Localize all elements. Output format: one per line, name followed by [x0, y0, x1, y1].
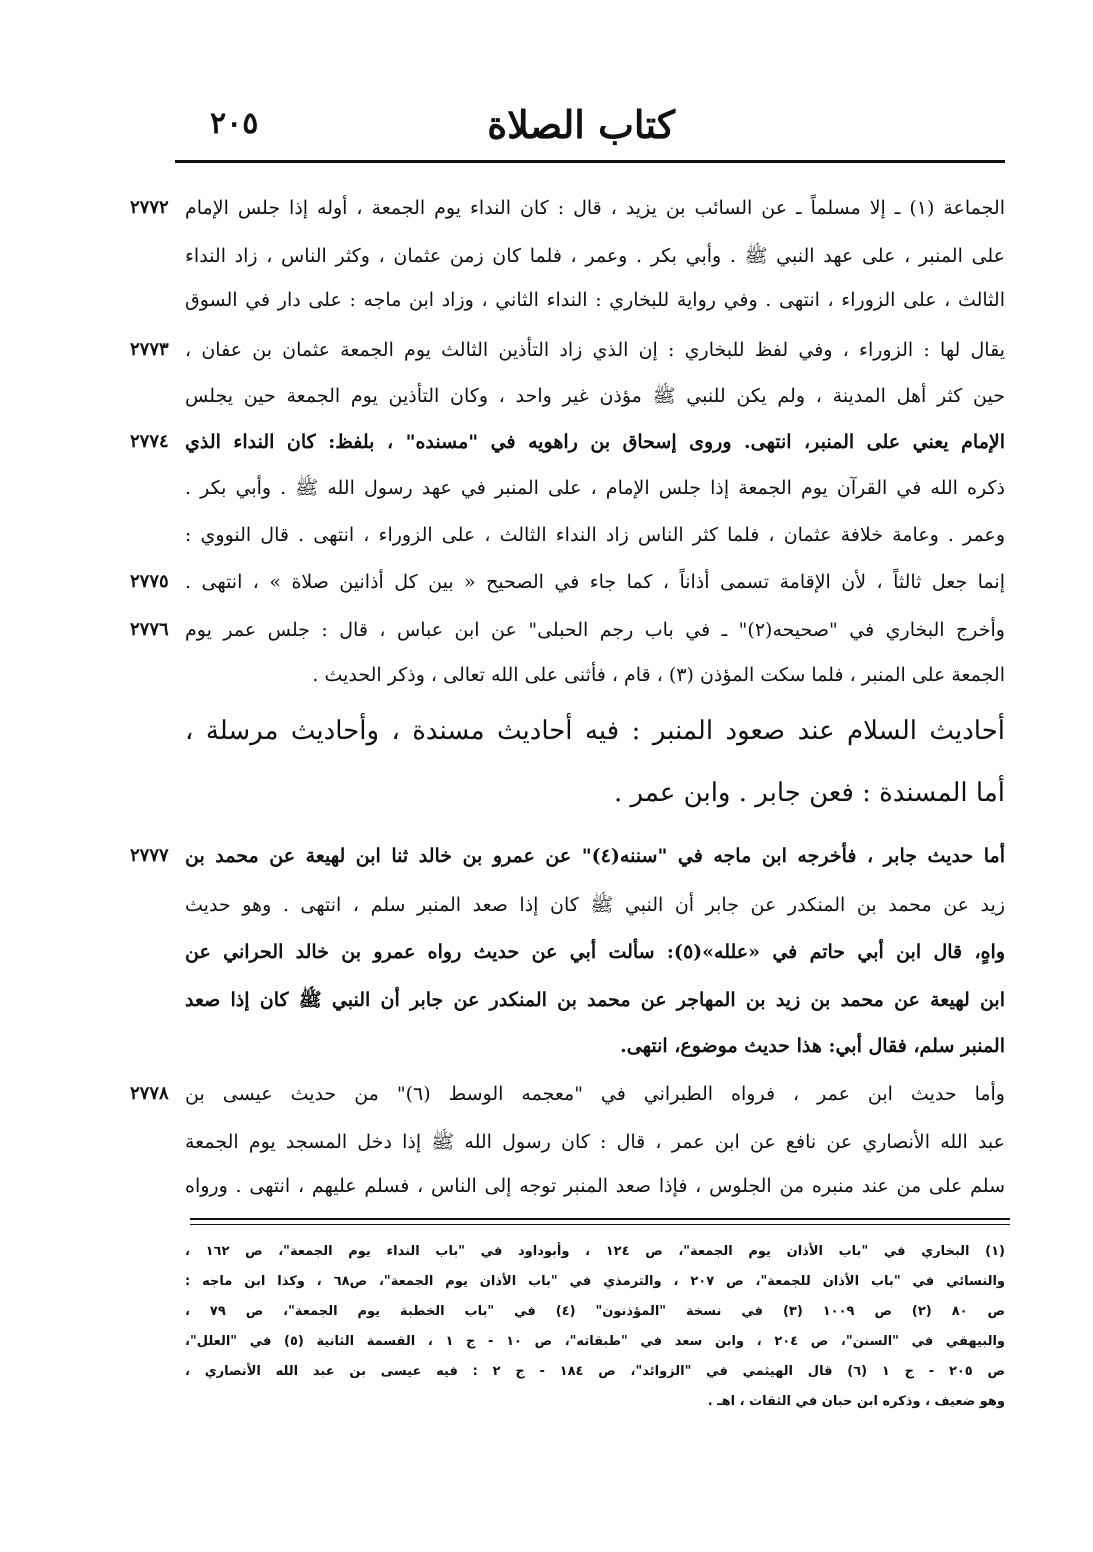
- text-line: ابن لهيعة عن محمد بن زيد بن المهاجر عن محمد بن المنكدر عن جابر أن النبي ﷺ كان إذا صعد: [185, 989, 1005, 1011]
- text-line: وعمر . وعامة خلافة عثمان ، فلما كثر الناس زاد النداء الثالث ، على الزوراء ، انتهى . قال النووي :: [185, 524, 1005, 546]
- footnote-line: ص ٨٠ (٢) ص ١٠٠٩ (٣) في نسخة "المؤذنون" (٤) في "باب الخطبة يوم الجمعة"، ص ٧٩ ،: [185, 1304, 1005, 1319]
- text-line: أما حديث جابر ، فأخرجه ابن ماجه في "سننه(٤)" عن عمرو بن خالد ثنا ابن لهيعة عن محمد بن: [185, 845, 1005, 867]
- text-line: المنبر سلم، فقال أبي: هذا حديث موضوع، انتهى.: [620, 1035, 1005, 1057]
- text-line: زيد عن محمد بن المنكدر عن جابر أن النبي ﷺ كان إذا صعد المنبر سلم ، انتهى . وهو حديث: [185, 894, 1005, 916]
- text-line: الثالث ، على الزوراء ، انتهى . وفي رواية للبخاري : النداء الثاني ، وزاد ابن ماجه : على دار في السوق: [185, 289, 1005, 311]
- footnote-line: والنسائي في "باب الأذان للجمعة"، ص ٢٠٧ ، والترمذي في "باب الأذان يوم الجمعة"، ص٦٨ ، وكذا ابن ماجه :: [185, 1274, 1005, 1289]
- section-subheading: أما المسندة : فعن جابر . وابن عمر .: [613, 778, 1005, 808]
- footnote-line: (١) البخاري في "باب الأذان يوم الجمعة"، ص ١٢٤ ، وأبوداود في "باب النداء يوم الجمعة"، ص ١٦٢ ،: [185, 1244, 1005, 1259]
- header-rule: [175, 160, 1005, 163]
- footnote-line: والبيهقي في "السنن"، ص ٢٠٤ ، وابن سعد في "طبقاته"، ص ١٠ - ج ١ ، القسمة الثانية (٥) في "العلل"،: [185, 1334, 1005, 1349]
- text-line: الإمام يعني على المنبر، انتهى. وروى إسحاق بن راهويه في "مسنده" ، بلفظ: كان النداء الذي: [185, 431, 1005, 453]
- text-line: الجماعة (١) ـ إلا مسلماً ـ عن السائب بن يزيد ، قال : كان النداء يوم الجمعة ، أوله إذا جلس الإمام: [185, 197, 1005, 219]
- hadith-number: ٢٧٧٣: [130, 339, 169, 360]
- text-line: واهٍ، قال ابن أبي حاتم في «علله»(٥): سألت أبي عن حديث رواه عمرو بن خالد الحراني عن: [185, 941, 1005, 963]
- footnote-line: ص ٢٠٥ - ج ١ (٦) قال الهيثمي في "الزوائد"، ص ١٨٤ - ج ٢ : فيه عيسى بن عبد الله الأنصاري ،: [185, 1364, 1005, 1379]
- chapter-title: كتاب الصلاة: [487, 102, 675, 147]
- hadith-number: ٢٧٧٨: [130, 1083, 169, 1104]
- text-line: على المنبر ، على عهد النبي ﷺ . وأبي بكر . وعمر ، فلما كان زمن عثمان ، وكثر الناس ، زاد النداء: [185, 245, 1005, 267]
- text-line: وأما حديث ابن عمر ، فرواه الطبراني في "معجمه الوسط (٦)" من حديث عيسى بن: [185, 1083, 1005, 1105]
- text-line: يقال لها : الزوراء ، وفي لفظ للبخاري : إن الذي زاد التأذين الثالث يوم الجمعة عثمان بن عفان ،: [185, 339, 1005, 361]
- page-header: [175, 100, 1005, 160]
- hadith-number: ٢٧٧٦: [130, 619, 169, 640]
- text-line: عبد الله الأنصاري عن نافع عن ابن عمر ، قال : كان رسول الله ﷺ إذا دخل المسجد يوم الجمعة: [185, 1131, 1005, 1153]
- page-number: ٢٠٥: [210, 106, 259, 141]
- footnote-rule: [190, 1224, 1010, 1225]
- hadith-number: ٢٧٧٥: [130, 571, 169, 592]
- text-line: إنما جعل ثالثاً ، لأن الإقامة تسمى أذاناً ، كما جاء في الصحيح « بين كل أذانين صلاة » ، انتهى .: [185, 571, 1005, 593]
- hadith-number: ٢٧٧٤: [130, 431, 169, 452]
- text-line: حين كثر أهل المدينة ، ولم يكن للنبي ﷺ مؤذن غير واحد ، وكان التأذين يوم الجمعة حين يجلس: [185, 385, 1005, 407]
- text-line: سلم على من عند منبره من الجلوس ، فإذا صعد المنبر توجه إلى الناس ، فسلم عليهم ، انتهى . ورواه: [185, 1175, 1005, 1197]
- footnote-line: وهو ضعيف ، وذكره ابن حبان في الثقات ، اهـ .: [707, 1394, 1005, 1409]
- footnote-rule: [190, 1218, 1010, 1220]
- text-line: الجمعة على المنبر ، فلما سكت المؤذن (٣) ، قام ، فأثنى على الله تعالى ، وذكر الحديث .: [312, 664, 1005, 686]
- hadith-number: ٢٧٧٢: [130, 197, 169, 218]
- text-line: وأخرج البخاري في "صحيحه(٢)" ـ في باب رجم الحبلى" عن ابن عباس ، قال : جلس عمر يوم: [185, 619, 1005, 641]
- section-heading: أحاديث السلام عند صعود المنبر : فيه أحاديث مسندة ، وأحاديث مرسلة ،: [185, 716, 1005, 746]
- hadith-number: ٢٧٧٧: [130, 845, 169, 866]
- text-line: ذكره الله في القرآن يوم الجمعة إذا جلس الإمام ، على المنبر في عهد رسول الله ﷺ . وأبي بكر .: [185, 477, 1005, 499]
